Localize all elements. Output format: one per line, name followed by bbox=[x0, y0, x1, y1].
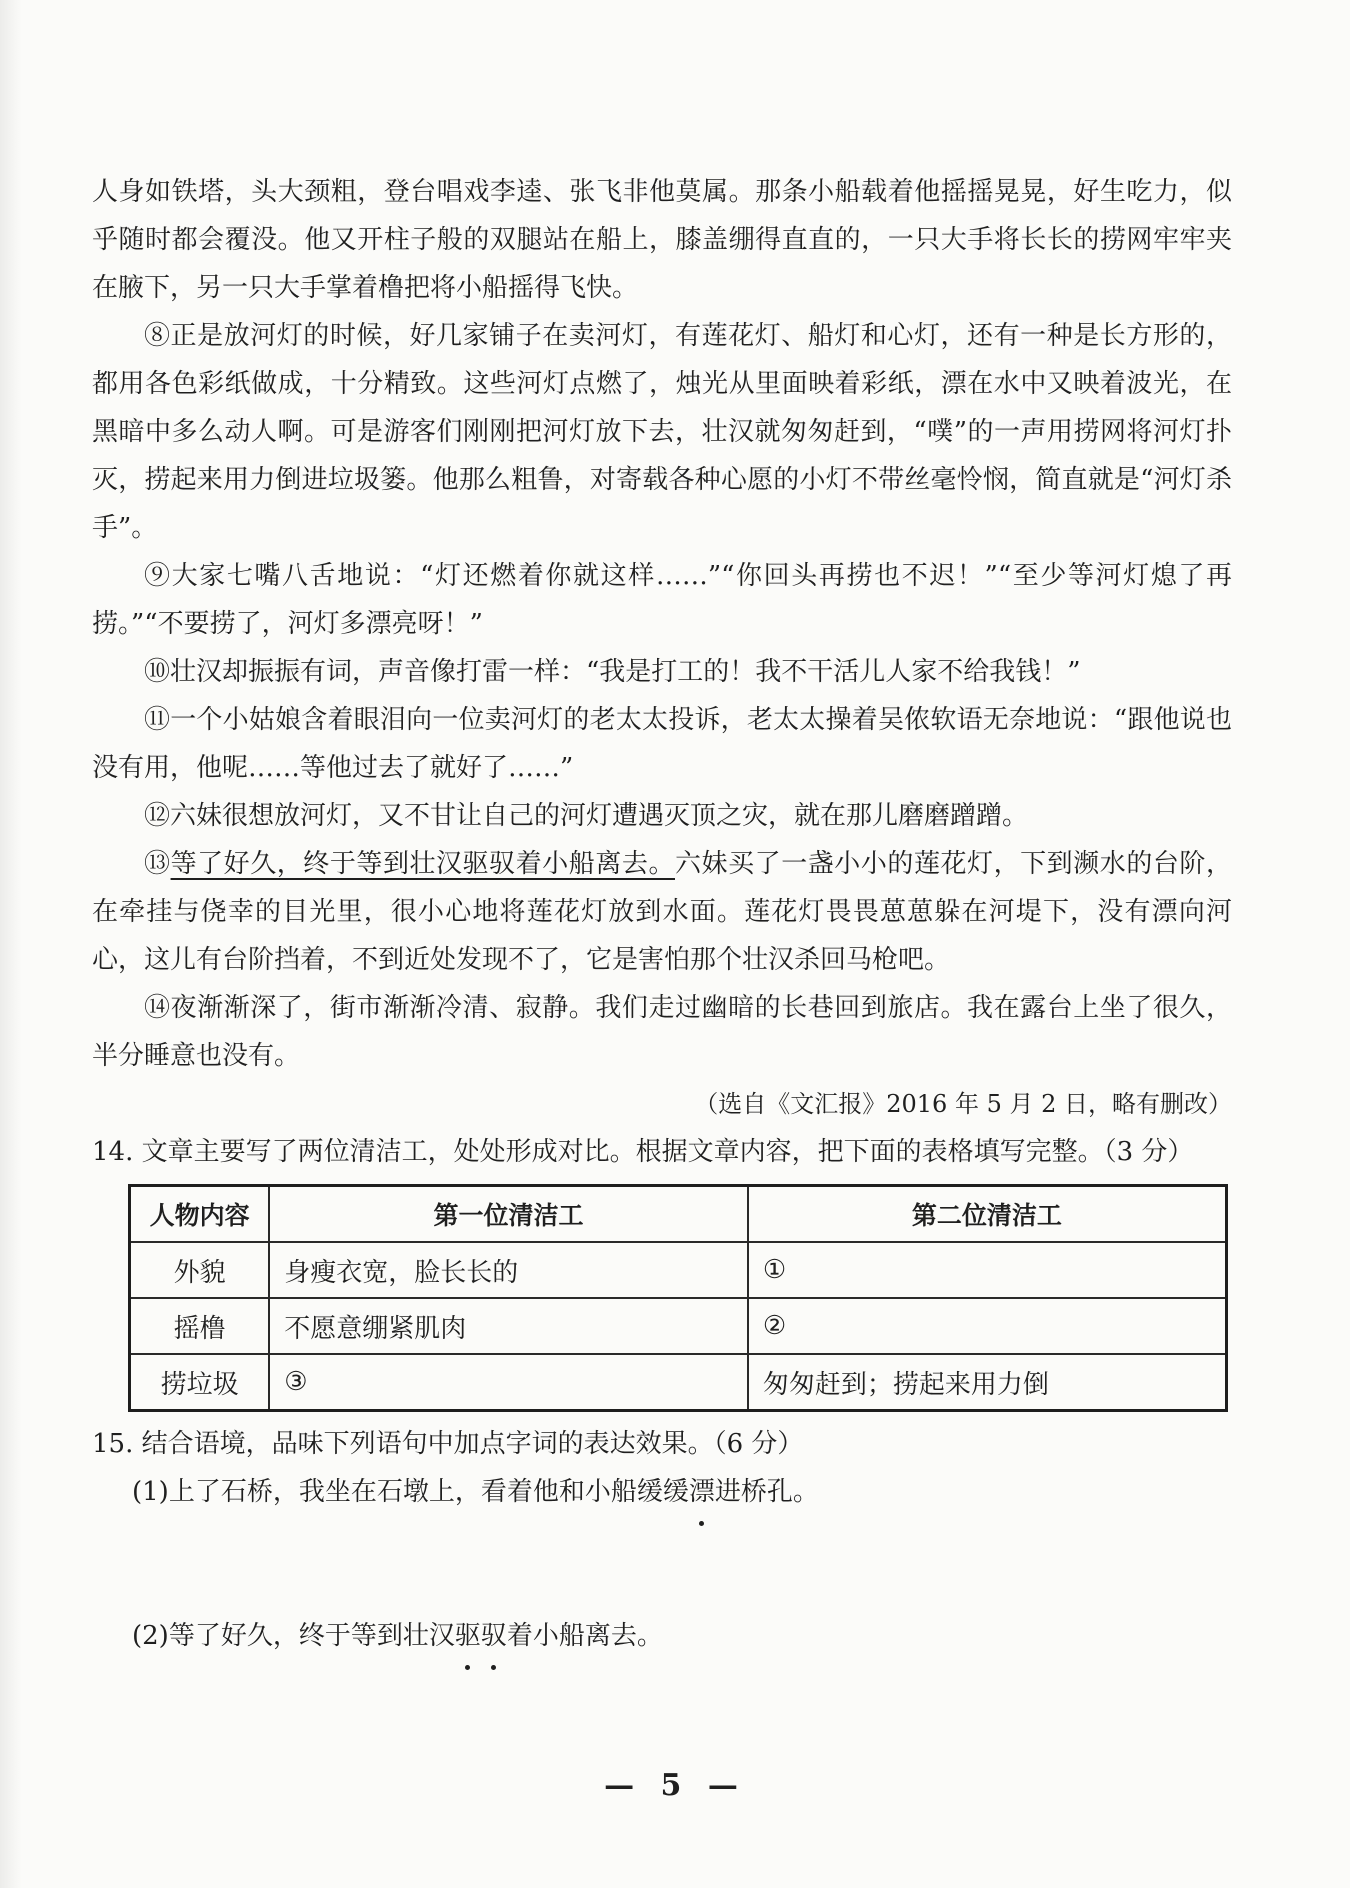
table-header-cell: 第二位清洁工 bbox=[748, 1186, 1227, 1243]
sentence-1-after: 进桥孔。 bbox=[714, 1477, 819, 1507]
answer-space-1[interactable] bbox=[92, 1516, 1232, 1612]
paragraph-continued: 人身如铁塔，头大颈粗，登台唱戏李逵、张飞非他莫属。那条小船载着他摇摇晃晃，好生吃力，似乎随时都会覆没。他又开柱子般的双腿站在船上，膝盖绷得直直的，一只大手将长长的捞网牢牢夹在腋下，另一只大手掌着橹把将小船摇得飞快。 bbox=[92, 177, 1232, 303]
page-number: — 5 — bbox=[604, 1768, 746, 1803]
sentence-1 bbox=[92, 1468, 1232, 1516]
paragraph-14: ⑭夜渐渐深了，街市渐渐冷清、寂静。我们走过幽暗的长巷回到旅店。我在露台上坐了很久，半分睡意也没有。 bbox=[92, 993, 1232, 1071]
document-body bbox=[92, 168, 1232, 1660]
second-cleaner-cell[interactable]: ② bbox=[748, 1298, 1227, 1354]
first-cleaner-cell: 身瘦衣宽，脸长长的 bbox=[269, 1242, 748, 1298]
underlined-sentence: 等了好久，终于等到壮汉驱驭着小船离去。 bbox=[170, 849, 675, 879]
sentence-1-before: (1)上了石桥，我坐在石墩上，看着他和小船缓缓 bbox=[132, 1477, 689, 1507]
sentence-2-before: (2)等了好久，终于等到壮汉 bbox=[132, 1621, 455, 1651]
paragraph-13-rest: 六妹买了一盏小小的莲花灯，下到濒水的台阶，在牵挂与侥幸的目光里，很小心地将莲花灯放到水面。莲花灯畏畏葸葸躲在河堤下，没有漂向河心，这儿有台阶挡着，不到近处发现不了，它是害怕那个壮汉杀回马枪吧。 bbox=[92, 849, 1232, 975]
question-15: 15. 结合语境，品味下列语句中加点字词的表达效果。（6 分） bbox=[92, 1429, 804, 1459]
table-header-cell: 第一位清洁工 bbox=[269, 1186, 748, 1243]
comparison-table bbox=[128, 1184, 1228, 1412]
sentence-2 bbox=[92, 1612, 1232, 1660]
dotted-word: 漂 bbox=[689, 1468, 715, 1516]
row-label: 捞垃圾 bbox=[130, 1354, 270, 1411]
table-row bbox=[130, 1298, 1227, 1354]
paragraph-10: ⑩壮汉却振振有词，声音像打雷一样：“我是打工的！我不干活儿人家不给我钱！” bbox=[144, 657, 1081, 687]
paragraph-9: ⑨大家七嘴八舌地说：“灯还燃着你就这样……”“你回头再捞也不迟！”“至少等河灯熄了再捞。”“不要捞了，河灯多漂亮呀！” bbox=[92, 561, 1232, 639]
page-edge bbox=[0, 0, 22, 1888]
second-cleaner-cell[interactable]: ① bbox=[748, 1242, 1227, 1298]
paragraph-8: ⑧正是放河灯的时候，好几家铺子在卖河灯，有莲花灯、船灯和心灯，还有一种是长方形的，都用各色彩纸做成，十分精致。这些河灯点燃了，烛光从里面映着彩纸，漂在水中又映着波光，在黑暗中多么动人啊。可是游客们刚刚把河灯放下去，壮汉就匆匆赶到，“噗”的一声用捞网将河灯扑灭，捞起来用力倒进垃圾篓。他那么粗鲁，对寄载各种心愿的小灯不带丝毫怜悯，简直就是“河灯杀手”。 bbox=[92, 321, 1232, 543]
table-row bbox=[130, 1354, 1227, 1411]
second-cleaner-cell: 匆匆赶到；捞起来用力倒 bbox=[748, 1354, 1227, 1411]
sentence-2-after: 着小船离去。 bbox=[506, 1621, 663, 1651]
question-14: 14. 文章主要写了两位清洁工，处处形成对比。根据文章内容，把下面的表格填写完整。（3 分） bbox=[92, 1137, 1194, 1167]
source-citation: （选自《文汇报》2016 年 5 月 2 日，略有删改） bbox=[694, 1090, 1232, 1118]
first-cleaner-cell[interactable]: ③ bbox=[269, 1354, 748, 1411]
paragraph-12: ⑫六妹很想放河灯，又不甘让自己的河灯遭遇灭顶之灾，就在那儿磨磨蹭蹭。 bbox=[144, 801, 1029, 831]
table-row bbox=[130, 1242, 1227, 1298]
row-label: 外貌 bbox=[130, 1242, 270, 1298]
first-cleaner-cell: 不愿意绷紧肌肉 bbox=[269, 1298, 748, 1354]
dotted-word: 驱 bbox=[455, 1612, 481, 1660]
paragraph-13 bbox=[92, 840, 1232, 984]
paragraph-11: ⑪一个小姑娘含着眼泪向一位卖河灯的老太太投诉，老太太操着吴侬软语无奈地说：“跟他说也没有用，他呢……等他过去了就好了……” bbox=[92, 705, 1232, 783]
table-header-row bbox=[130, 1186, 1227, 1243]
table-header-cell: 人物内容 bbox=[130, 1186, 270, 1243]
row-label: 摇橹 bbox=[130, 1298, 270, 1354]
dotted-word: 驭 bbox=[481, 1612, 507, 1660]
paragraph-13-number: ⑬ bbox=[144, 849, 171, 879]
